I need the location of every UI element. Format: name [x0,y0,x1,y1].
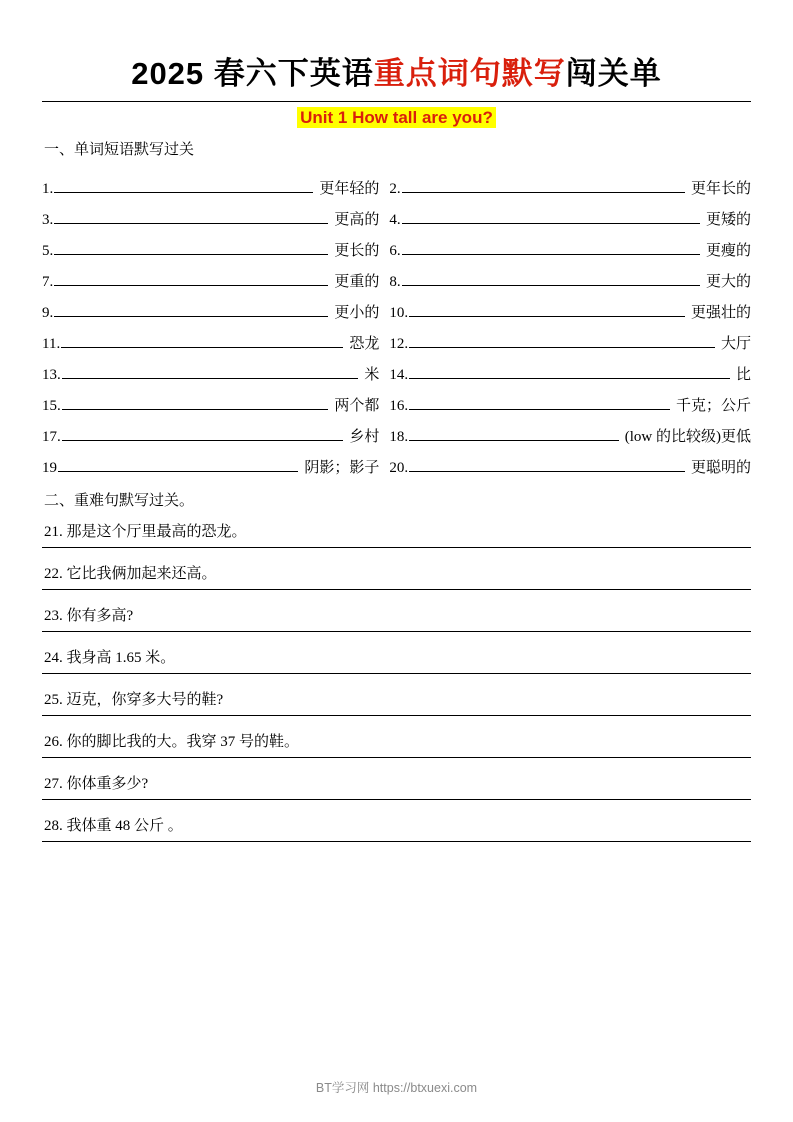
vocab-number: 19 [42,460,57,476]
sentence-block [42,520,751,548]
vocab-blank[interactable] [409,302,685,317]
sentence-body: 迈克，你穿多大号的鞋? [66,692,224,708]
sentence-block [42,772,751,800]
vocab-blank[interactable] [61,333,343,348]
vocabulary-grid [42,167,751,477]
vocab-item-12 [389,332,751,353]
vocab-number: 5. [42,243,54,259]
vocab-item-5 [42,239,379,260]
answer-line[interactable] [42,841,751,842]
answer-line[interactable] [42,673,751,674]
vocab-blank[interactable] [54,240,328,255]
vocab-item-6 [389,239,751,260]
vocab-item-17 [42,425,379,446]
sentence-number: 21. [44,524,63,540]
vocab-number: 1. [42,181,54,197]
vocab-blank[interactable] [402,178,685,193]
sentence-text [44,730,751,751]
table-row [42,229,751,260]
vocab-item-8 [389,270,751,291]
sentence-text [44,520,751,541]
answer-line[interactable] [42,589,751,590]
sentence-body: 我身高 1.65 米。 [66,650,176,666]
sentence-text [44,562,751,583]
sentence-body: 你体重多少? [66,776,149,792]
vocab-item-20 [389,456,751,477]
sentence-body: 你的脚比我的大。我穿 37 号的鞋。 [66,734,300,750]
title-part-1: 2025 春六下英语 [131,56,374,91]
vocab-number: 4. [389,212,401,228]
sentence-text [44,688,751,709]
vocab-item-13 [42,363,379,384]
vocab-blank[interactable] [58,457,298,472]
vocab-blank[interactable] [409,333,715,348]
vocab-meaning: 更高的 [334,212,380,228]
table-row [42,291,751,322]
sentence-number: 27. [44,776,63,792]
unit-label: Unit 1 How tall are you? [297,107,496,128]
page-title [42,48,751,93]
sentence-block [42,814,751,842]
vocab-item-18 [389,425,751,446]
vocab-number: 9. [42,305,54,321]
sentence-text [44,772,751,793]
section-2-heading: 二、重难句默写过关。 [44,492,195,509]
vocab-meaning: 更强壮的 [690,305,751,321]
vocab-number: 11. [42,336,61,352]
vocab-blank[interactable] [54,209,328,224]
vocab-number: 6. [389,243,401,259]
sentence-block [42,562,751,590]
vocab-number: 16. [389,398,409,414]
vocab-number: 13. [42,367,61,383]
vocab-blank[interactable] [409,426,619,441]
vocab-blank[interactable] [409,395,670,410]
vocab-meaning: 更小的 [334,305,380,321]
sentence-block [42,688,751,716]
sentence-body: 你有多高? [66,608,134,624]
sentence-block [42,604,751,632]
vocab-blank[interactable] [54,178,313,193]
vocab-meaning: 比 [735,367,751,383]
vocab-meaning: 阴影；影子 [304,460,380,476]
section-1-heading: 一、单词短语默写过关 [44,141,195,158]
vocab-number: 14. [389,367,409,383]
table-row [42,260,751,291]
vocab-item-2 [389,177,751,198]
vocab-meaning: 更矮的 [705,212,751,228]
sentence-number: 23. [44,608,63,624]
vocab-blank[interactable] [62,364,359,379]
vocab-meaning: 更重的 [334,274,380,290]
vocab-blank[interactable] [54,271,328,286]
table-row [42,322,751,353]
title-highlight: 重点词句默写 [373,56,566,91]
vocab-item-9 [42,301,379,322]
vocab-blank[interactable] [402,271,700,286]
sentence-block [42,730,751,758]
sentence-number: 25. [44,692,63,708]
table-row [42,198,751,229]
sentence-text [44,814,751,835]
vocab-number: 8. [389,274,401,290]
unit-heading [42,108,751,128]
vocab-number: 2. [389,181,401,197]
title-part-2: 闯关单 [565,56,662,91]
vocab-meaning: 米 [364,367,380,383]
sentence-number: 28. [44,818,63,834]
vocab-item-19 [42,456,379,477]
vocab-item-11 [42,332,379,353]
vocab-blank[interactable] [409,457,685,472]
vocab-item-14 [389,363,751,384]
vocab-blank[interactable] [402,209,700,224]
sentence-body: 它比我俩加起来还高。 [66,566,217,582]
vocab-number: 10. [389,305,409,321]
vocab-item-16 [389,394,751,415]
table-row [42,353,751,384]
vocab-number: 17. [42,429,61,445]
sentence-number: 24. [44,650,63,666]
sentence-text [44,604,751,625]
vocab-meaning: (low 的比较级)更低 [624,429,751,445]
table-row [42,415,751,446]
answer-line[interactable] [42,799,751,800]
sentence-body: 那是这个厅里最高的恐龙。 [66,524,247,540]
vocab-item-10 [389,301,751,322]
table-row [42,384,751,415]
vocab-number: 12. [389,336,409,352]
footer-watermark: BT学习网 https://btxuexi.com [315,1081,478,1095]
vocab-number: 15. [42,398,61,414]
sentence-block [42,646,751,674]
answer-line[interactable] [42,631,751,632]
vocab-meaning: 乡村 [349,429,380,445]
vocab-meaning: 千克；公斤 [675,398,751,414]
vocab-blank[interactable] [54,302,328,317]
table-row [42,167,751,198]
vocab-item-4 [389,208,751,229]
vocab-meaning: 大厅 [720,336,751,352]
vocab-item-15 [42,394,379,415]
vocab-number: 7. [42,274,54,290]
vocab-meaning: 更年长的 [690,181,751,197]
vocab-meaning: 恐龙 [349,336,380,352]
sentence-text [44,646,751,667]
vocab-blank[interactable] [62,395,329,410]
sentence-body: 我体重 48 公斤 。 [66,818,183,834]
answer-line[interactable] [42,715,751,716]
title-divider [42,101,751,102]
sentence-number: 26. [44,734,63,750]
vocab-meaning: 更大的 [705,274,751,290]
vocab-blank[interactable] [409,364,730,379]
vocab-blank[interactable] [402,240,700,255]
vocab-number: 20. [389,460,409,476]
sentence-number: 22. [44,566,63,582]
vocab-number: 3. [42,212,54,228]
vocab-item-1 [42,177,379,198]
answer-line[interactable] [42,757,751,758]
vocab-blank[interactable] [62,426,344,441]
vocab-item-7 [42,270,379,291]
vocab-item-3 [42,208,379,229]
vocab-meaning: 两个都 [334,398,380,414]
vocab-meaning: 更瘦的 [705,243,751,259]
vocab-meaning: 更长的 [334,243,380,259]
vocab-number: 18. [389,429,409,445]
vocab-meaning: 更年轻的 [319,181,380,197]
answer-line[interactable] [42,547,751,548]
vocab-meaning: 更聪明的 [690,460,751,476]
table-row [42,446,751,477]
